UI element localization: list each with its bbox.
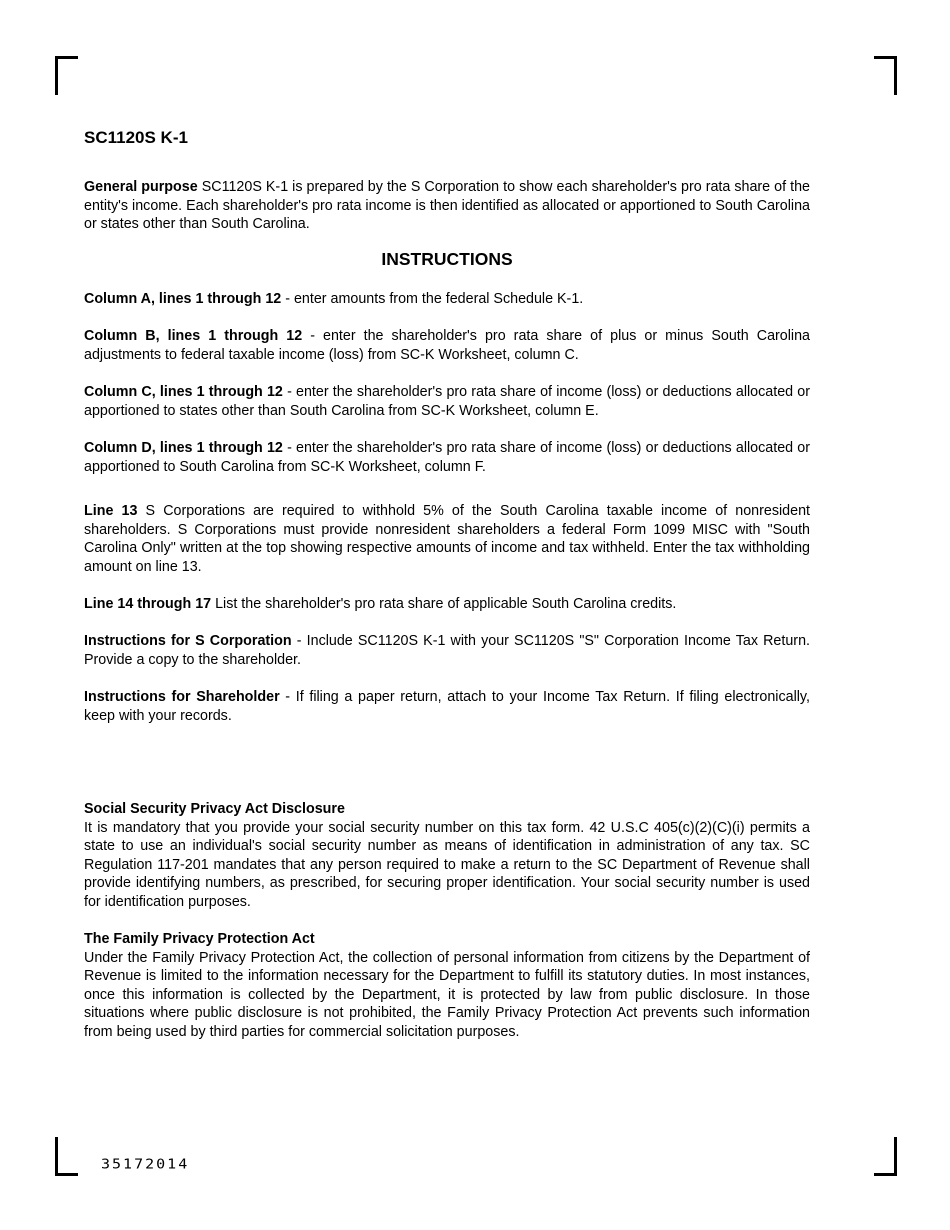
family-privacy-section	[84, 930, 810, 1042]
privacy-act-section	[84, 800, 810, 912]
instruction-label: Line 13	[84, 503, 138, 519]
instruction-text: - enter amounts from the federal Schedule K-1.	[281, 291, 584, 307]
instruction-column-c	[84, 383, 810, 420]
instruction-text: - Include SC1120S K-1 with your SC1120S "S" Corporation Income Tax Return. Provide a copy to the shareholder.	[84, 633, 810, 668]
instruction-line-13	[84, 502, 810, 576]
instructions-heading: INSTRUCTIONS	[381, 249, 513, 269]
instruction-text: - enter the shareholder's pro rata share of plus or minus South Carolina adjustments to federal taxable income (loss) from SC-K Worksheet, column C.	[84, 328, 810, 363]
instruction-label: Line 14 through 17	[84, 596, 212, 612]
general-purpose-paragraph	[84, 178, 810, 234]
instruction-s-corporation	[84, 632, 810, 669]
general-purpose-text: SC1120S K-1 is prepared by the S Corporation to show each shareholder's pro rata share of the entity's income. Each shareholder's pro rata income is then identified as allocated or apportioned to South Carolina or states other than South Carolina.	[84, 179, 810, 233]
instruction-column-d	[84, 439, 810, 476]
instruction-text: - enter the shareholder's pro rata share of income (loss) or deductions allocated or apportioned to states other than South Carolina from SC-K Worksheet, column E.	[84, 384, 810, 419]
instruction-label: Instructions for S Corporation	[84, 633, 292, 649]
privacy-act-text: It is mandatory that you provide your social security number on this tax form. 42 U.S.C 405(c)(2)(C)(i) permits a state to use an individual's social security number as means of identification in administration of any tax. SC Regulation 117-201 mandates that any person required to make a return to the SC Department of Revenue shall provide identifying numbers, as prescribed, for securing proper identification. Your social security number is used for identification purposes.	[84, 819, 810, 910]
instruction-line-14-17	[84, 595, 810, 614]
general-purpose-label: General purpose	[84, 179, 198, 195]
instruction-shareholder	[84, 688, 810, 725]
instruction-label: Column D, lines 1 through 12	[84, 440, 283, 456]
registration-mark-top-right	[874, 56, 897, 95]
form-number: 35172014	[101, 1155, 190, 1173]
registration-mark-bottom-right	[874, 1137, 897, 1176]
instruction-text: - If filing a paper return, attach to your Income Tax Return. If filing electronically, keep with your records.	[84, 689, 810, 724]
family-privacy-title: The Family Privacy Protection Act	[84, 931, 315, 947]
family-privacy-text: Under the Family Privacy Protection Act, the collection of personal information from citizens by the Department of Revenue is limited to the information necessary for the Department to fulfill its statutory duties. In most instances, once this information is collected by the Department, it is protected by law from public disclosure. In those situations where public disclosure is not prohibited, the Family Privacy Protection Act prevents such information from being used by third parties for commercial solicitation purposes.	[84, 949, 810, 1040]
form-title: SC1120S K-1	[84, 128, 188, 147]
instruction-text: - enter the shareholder's pro rata share of income (loss) or deductions allocated or apportioned to South Carolina from SC-K Worksheet, column F.	[84, 440, 810, 475]
instruction-label: Column A, lines 1 through 12	[84, 291, 282, 307]
registration-mark-top-left	[55, 56, 78, 95]
instruction-column-a	[84, 290, 810, 309]
instruction-label: Column B, lines 1 through 12	[84, 328, 303, 344]
instruction-text: List the shareholder's pro rata share of applicable South Carolina credits.	[211, 596, 677, 612]
instruction-column-b	[84, 327, 810, 364]
instruction-label: Column C, lines 1 through 12	[84, 384, 283, 400]
instruction-label: Instructions for Shareholder	[84, 689, 280, 705]
instruction-text: S Corporations are required to withhold 5% of the South Carolina taxable income of nonresident shareholders. S Corporations must provide nonresident shareholders a federal Form 1099 MISC with "South Carolina Only" written at the top showing respective amounts of income and tax withheld. Enter the tax withholding amount on line 13.	[84, 503, 810, 575]
privacy-act-title: Social Security Privacy Act Disclosure	[84, 801, 345, 817]
registration-mark-bottom-left	[55, 1137, 78, 1176]
